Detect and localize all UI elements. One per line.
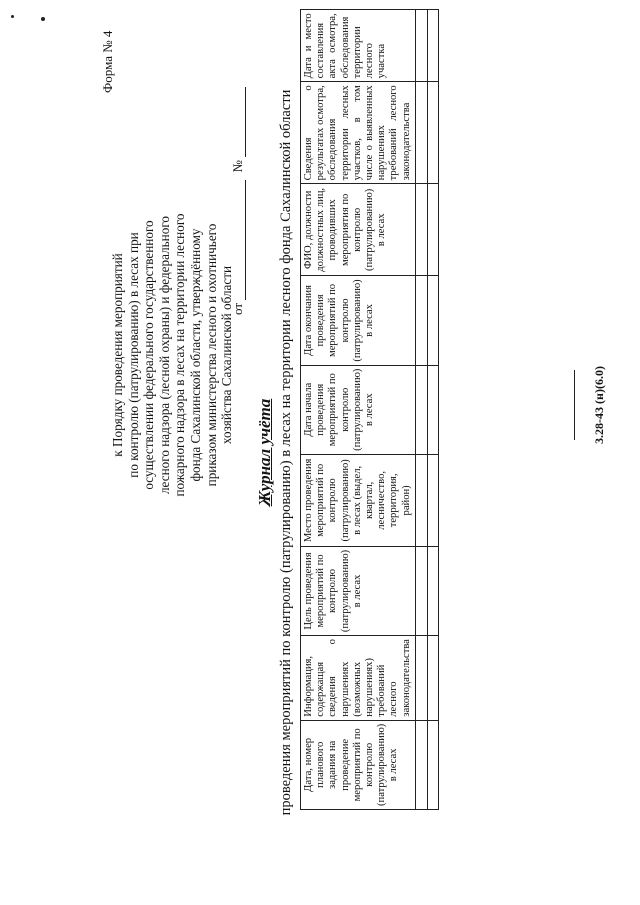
document-code: 3.28-43 (н)(6.0)	[592, 366, 606, 444]
table-cell	[416, 82, 428, 184]
order-reference-block	[110, 85, 235, 625]
table-cell	[416, 184, 428, 276]
header-cell: Цель проведения мероприятий по контролю (патрулированию) в лесах	[301, 546, 416, 635]
table-cell	[428, 276, 439, 365]
header-cell: ФИО, должности должностных лиц, проводивших мероприятия по контролю (патрулированию) в лесах	[301, 184, 416, 276]
order-reference-line: приказом министерства лесного и охотничьего	[203, 223, 219, 487]
order-date-blank	[245, 180, 246, 300]
journal-title: Журнал учёта	[255, 398, 274, 507]
table-header-row	[301, 10, 416, 810]
table-cell	[416, 365, 428, 454]
table-cell	[416, 454, 428, 546]
table-cell	[428, 546, 439, 635]
table-cell	[416, 276, 428, 365]
journal-subtitle: проведения мероприятий по контролю (патрулированию) в лесах на территории лесного фонда Сахалинской области	[278, 89, 294, 816]
header-cell: Сведения о результатах осмотра, обследования территории лесных участков, в том числе о выявленных нарушениях требований лесного законодательства	[301, 82, 416, 184]
table-cell	[428, 10, 439, 82]
header-cell: Дата окончания проведения мероприятий по контролю (патрулированию) в лесах	[301, 276, 416, 365]
table-cell	[428, 184, 439, 276]
table-cell	[416, 720, 428, 809]
header-cell: Дата и место составления акта осмотра, обследования территории лесного участка	[301, 10, 416, 82]
order-reference-line: хозяйства Сахалинской области	[219, 265, 235, 445]
order-date-number-line	[230, 15, 246, 315]
bottom-rule	[574, 370, 575, 440]
order-reference-line: пожарного надзора в лесах на территории лесного	[172, 213, 188, 497]
table-cell	[428, 720, 439, 809]
order-reference-line: лесного надзора (лесной охраны) и федерального	[156, 215, 172, 495]
order-date-label: от	[230, 302, 245, 315]
order-reference-line: осуществлении федерального государственного	[141, 220, 157, 490]
journal-table	[300, 9, 439, 810]
order-reference-line: фонда Сахалинской области, утверждённому	[187, 228, 203, 482]
table-cell	[416, 636, 428, 721]
order-reference-line: к Порядку проведения мероприятий	[110, 253, 125, 457]
header-cell: Дата, номер планового задания на проведение мероприятий по контролю (патрулированию) в лесах	[301, 720, 416, 809]
header-cell: Информация, содержащая сведения о нарушениях (возможных нарушениях) требований лесного законодательства	[301, 636, 416, 721]
header-cell: Место проведения мероприятий по контролю (патрулированию) в лесах (выдел, квартал, лесничество, территория, район)	[301, 454, 416, 546]
table-cell	[428, 82, 439, 184]
table-cell	[416, 546, 428, 635]
table-cell	[428, 365, 439, 454]
table-cell	[428, 636, 439, 721]
table-row	[416, 10, 428, 810]
table-cell	[416, 10, 428, 82]
form-number: Форма № 4	[100, 30, 115, 93]
table-cell	[428, 454, 439, 546]
order-number-blank	[245, 87, 246, 157]
order-number-label: №	[230, 160, 245, 173]
header-cell: Дата начала проведения мероприятий по контролю (патрулированию) в лесах	[301, 365, 416, 454]
order-reference-line: по контролю (патрулированию) в лесах при	[125, 232, 141, 478]
table-row	[428, 10, 439, 810]
